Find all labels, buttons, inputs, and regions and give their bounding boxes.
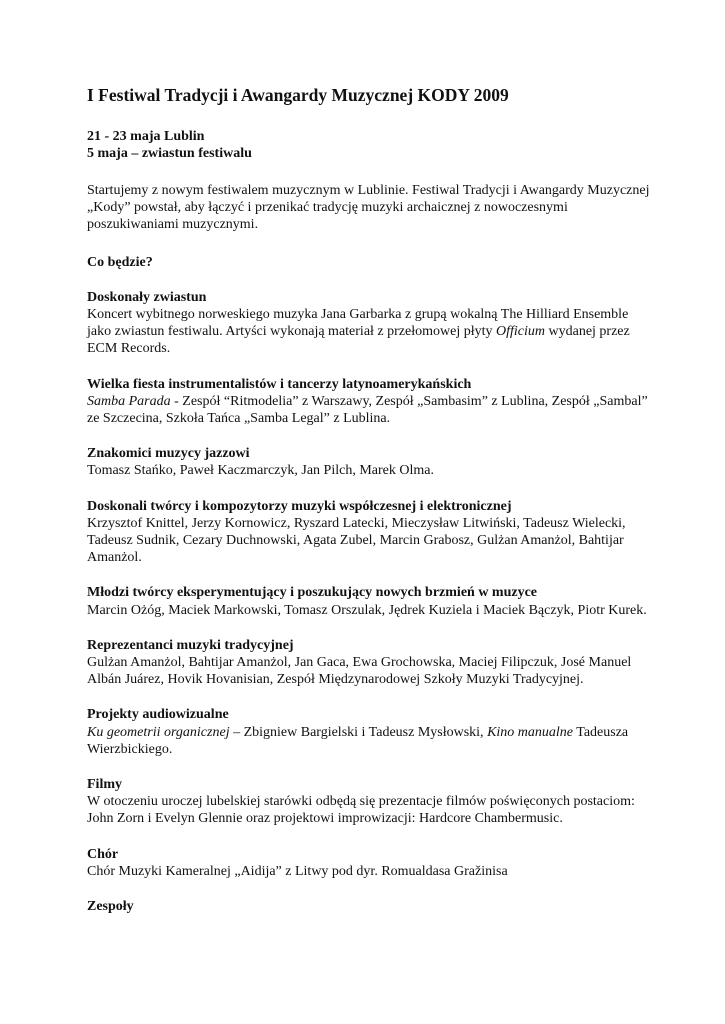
- text-span: wydanej przez ECM Records.: [87, 324, 630, 357]
- section-question: [87, 254, 655, 271]
- section-heading: Chór: [87, 846, 119, 862]
- section-text: Tomasz Stańko, Paweł Kaczmarczyk, Jan Pilch, Marek Olma.: [87, 463, 434, 479]
- date-line-main: 21 - 23 maja Lublin: [87, 129, 205, 144]
- intro-paragraph: Startujemy z nowym festiwalem muzycznym w Lublinie. Festiwal Tradycji i Awangardy Muzycznej „Kody” powstał, aby łączyć i przenikać tradycję muzyki archaicznej z nowoczesnymi poszukiwaniami muzycznymi.: [87, 183, 650, 233]
- section-text: [87, 393, 655, 427]
- section-heading: Zespoły: [87, 899, 134, 915]
- section-heading: Znakomici muzycy jazzowi: [87, 446, 250, 462]
- section-text: Krzysztof Knittel, Jerzy Kornowicz, Ryszard Latecki, Mieczysław Litwiński, Tadeusz Wielecki, Tadeusz Sudnik, Cezary Duchnowski, Agata Zubel, Marcin Grabosz, Gulżan Amanżol, Bahtijar Amanżol.: [87, 515, 626, 566]
- date-line-preview: 5 maja – zwiastun festiwalu: [87, 146, 252, 161]
- document-title: I Festiwal Tradycji i Awangardy Muzycznej KODY 2009: [87, 85, 509, 105]
- section-heading: Młodzi twórcy eksperymentujący i poszukujący nowych brzmień w muzyce: [87, 585, 538, 601]
- section-fiesta: [87, 376, 655, 428]
- text-span: Koncert wybitnego norweskiego muzyka Jana Garbarka z grupą wokalną The Hilliard Ensemble jako zwiastun festiwalu. Artyści wykonają materiał z przełomowej płyty: [87, 307, 629, 340]
- section-heading: Filmy: [87, 777, 122, 793]
- section-tworcy: [87, 498, 655, 567]
- section-jazz: [87, 445, 655, 479]
- section-text: Marcin Ożóg, Maciek Markowski, Tomasz Orszulak, Jędrek Kuziela i Maciek Bączyk, Piotr Kurek.: [87, 602, 647, 618]
- album-title: Officium: [496, 324, 545, 340]
- section-text: W otoczeniu uroczej lubelskiej starówki odbędą się prezentacje filmów poświęconych postaciom: John Zorn i Evelyn Glennie oraz projektowi improwizacji: Hardcore Chambermusic.: [87, 794, 635, 827]
- section-heading: Projekty audiowizualne: [87, 707, 229, 723]
- work-title: Ku geometrii organicznej –: [87, 724, 241, 740]
- section-audiowizualne: [87, 706, 655, 758]
- text-span: - Zespół “Ritmodelia” z Warszawy, Zespół „Sambasim” z Lublina, Zespół „Sambal” ze Szczecina, Szkoła Tańca „Samba Legal” z Lublina.: [87, 393, 648, 427]
- text-span: Zbigniew Bargielski i Tadeusz Mysłowski,: [240, 724, 488, 740]
- section-zwiastun: [87, 289, 655, 358]
- section-heading: Doskonały zwiastun: [87, 289, 207, 305]
- section-tradycyjna: [87, 637, 655, 689]
- section-chor: [87, 846, 655, 880]
- section-heading: Reprezentanci muzyki tradycyjnej: [87, 637, 294, 653]
- question-heading: Co będzie?: [87, 254, 153, 270]
- section-text: [87, 724, 655, 758]
- section-mlodzi: [87, 584, 655, 618]
- festival-dates: [87, 128, 655, 162]
- section-text: Gulżan Amanżol, Bahtijar Amanżol, Jan Gaca, Ewa Grochowska, Maciej Filipczuk, José Manuel Albán Juárez, Hovik Hovanisian, Zespół Międzynarodowej Szkoły Muzyki Tradycyjnej.: [87, 655, 632, 688]
- section-zespoly: [87, 898, 655, 915]
- section-text: [87, 306, 655, 358]
- section-filmy: [87, 776, 655, 828]
- work-title: Kino manualne: [487, 724, 574, 740]
- section-heading: Wielka fiesta instrumentalistów i tancerzy latynoamerykańskich: [87, 376, 472, 392]
- section-heading: Doskonali twórcy i kompozytorzy muzyki współczesnej i elektronicznej: [87, 498, 512, 514]
- section-text: Chór Muzyki Kameralnej „Aidija” z Litwy pod dyr. Romualdasa Gražinisa: [87, 863, 508, 879]
- text-span: Tadeusza Wierzbickiego.: [87, 724, 629, 757]
- event-title: Samba Parada: [87, 393, 171, 409]
